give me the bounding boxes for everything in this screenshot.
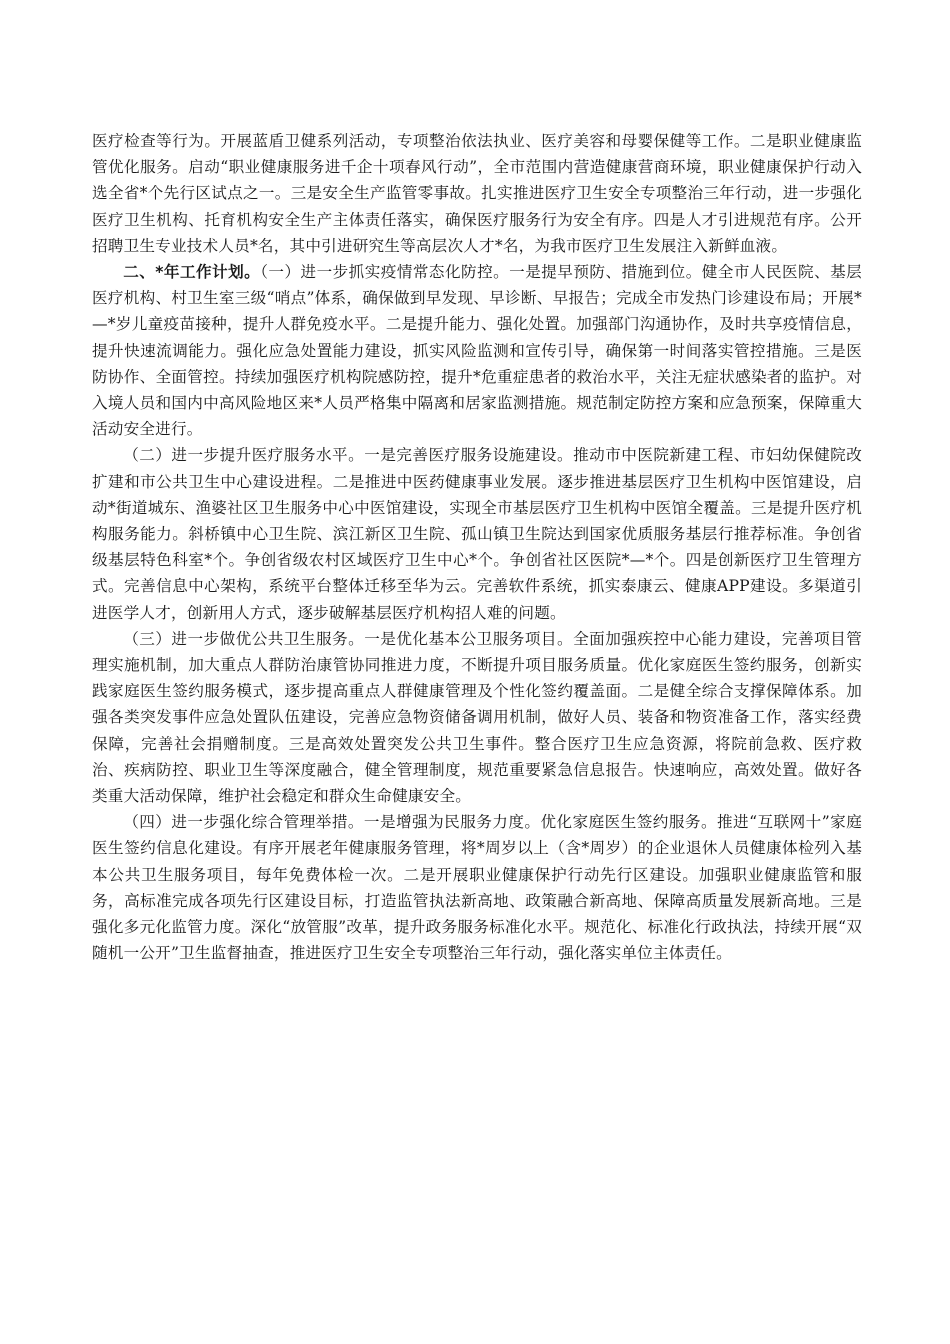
paragraph-medical-service: （二）进一步提升医疗服务水平。一是完善医疗服务设施建设。推动市中医院新建工程、市妇幼保健院改扩建和市公共卫生中心建设进程。二是推进中医药健康事业发展。逐步推进基层医疗卫生机构中医馆建设，启动*街道城东、渔婆社区卫生服务中心中医馆建设，实现全市基层医疗卫生机构中医馆全覆盖。三是提升医疗机构服务能力。斜桥镇中心卫生院、滨江新区卫生院、孤山镇卫生院达到国家优质服务基层行推荐标准。争创省级基层特色科室*个。争创省级农村区域医疗卫生中心*个。争创省社区医院*—*个。四是创新医疗卫生管理方式。完善信息中心架构，系统平台整体迁移至华为云。完善软件系统，抓实泰康云、健康APP建设。多渠道引进医学人才，创新用人方式，逐步破解基层医疗机构招人难的问题。	[92, 446, 862, 622]
document-body	[92, 128, 862, 967]
paragraph-public-health: （三）进一步做优公共卫生服务。一是优化基本公卫服务项目。全面加强疾控中心能力建设，完善项目管理实施机制，加大重点人群防治康管协同推进力度，不断提升项目服务质量。优化家庭医生签约服务，创新实践家庭医生签约服务模式，逐步提高重点人群健康管理及个性化签约覆盖面。二是健全综合支撑保障体系。加强各类突发事件应急处置队伍建设，完善应急物资储备调用机制，做好人员、装备和物资准备工作，落实经费保障，完善社会捐赠制度。三是高效处置突发公共卫生事件。整合医疗卫生应急资源，将院前急救、医疗救治、疾病防控、职业卫生等深度融合，健全管理制度，规范重要紧急信息报告。快速响应，高效处置。做好各类重大活动保障，维护社会稳定和群众生命健康安全。	[92, 629, 862, 806]
paragraph-continuation: 医疗检查等行为。开展蓝盾卫健系列活动，专项整治依法执业、医疗美容和母婴保健等工作。二是职业健康监管优化服务。启动“职业健康服务进千企十项春风行动”，全市范围内营造健康营商环境，职业健康保护行动入选全省*个先行区试点之一。三是安全生产监管零事故。扎实推进医疗卫生安全专项整治三年行动，进一步强化医疗卫生机构、托育机构安全生产主体责任落实，确保医疗服务行为安全有序。四是人才引进规范有序。公开招聘卫生专业技术人员*名，其中引进研究生等高层次人才*名，为我市医疗卫生发展注入新鲜血液。	[92, 132, 862, 255]
paragraph-epidemic-prevention: （一）进一步抓实疫情常态化防控。一是提早预防、措施到位。健全市人民医院、基层医疗机构、村卫生室三级“哨点”体系，确保做到早发现、早诊断、早报告；完成全市发热门诊建设布局；开展*—*岁儿童疫苗接种，提升人群免疫水平。二是提升能力、强化处置。加强部门沟通协作，及时共享疫情信息，提升快速流调能力。强化应急处置能力建设，抓实风险监测和宣传引导，确保第一时间落实管控措施。三是医防协作、全面管控。持续加强医疗机构院感防控，提升*危重症患者的救治水平，关注无症状感染者的监护。对入境人员和国内中高风险地区来*人员严格集中隔离和居家监测措施。规范制定防控方案和应急预案，保障重大活动安全进行。	[92, 263, 862, 439]
section-heading-work-plan: 二、*年工作计划。	[123, 263, 261, 282]
paragraph-work-plan	[92, 259, 862, 442]
paragraph-management: （四）进一步强化综合管理举措。一是增强为民服务力度。优化家庭医生签约服务。推进“互联网十”家庭医生签约信息化建设。有序开展老年健康服务管理，将*周岁以上（含*周岁）的企业退休人员健康体检列入基本公共卫生服务项目，每年免费体检一次。二是开展职业健康保护行动先行区建设。加强职业健康监管和服务，高标准完成各项先行区建设目标，打造监管执法新高地、政策融合新高地、保障高质量发展新高地。三是强化多元化监管力度。深化“放管服”改革，提升政务服务标准化水平。规范化、标准化行政执法，持续开展“双随机一公开”卫生监督抽查，推进医疗卫生安全专项整治三年行动，强化落实单位主体责任。	[92, 813, 862, 963]
